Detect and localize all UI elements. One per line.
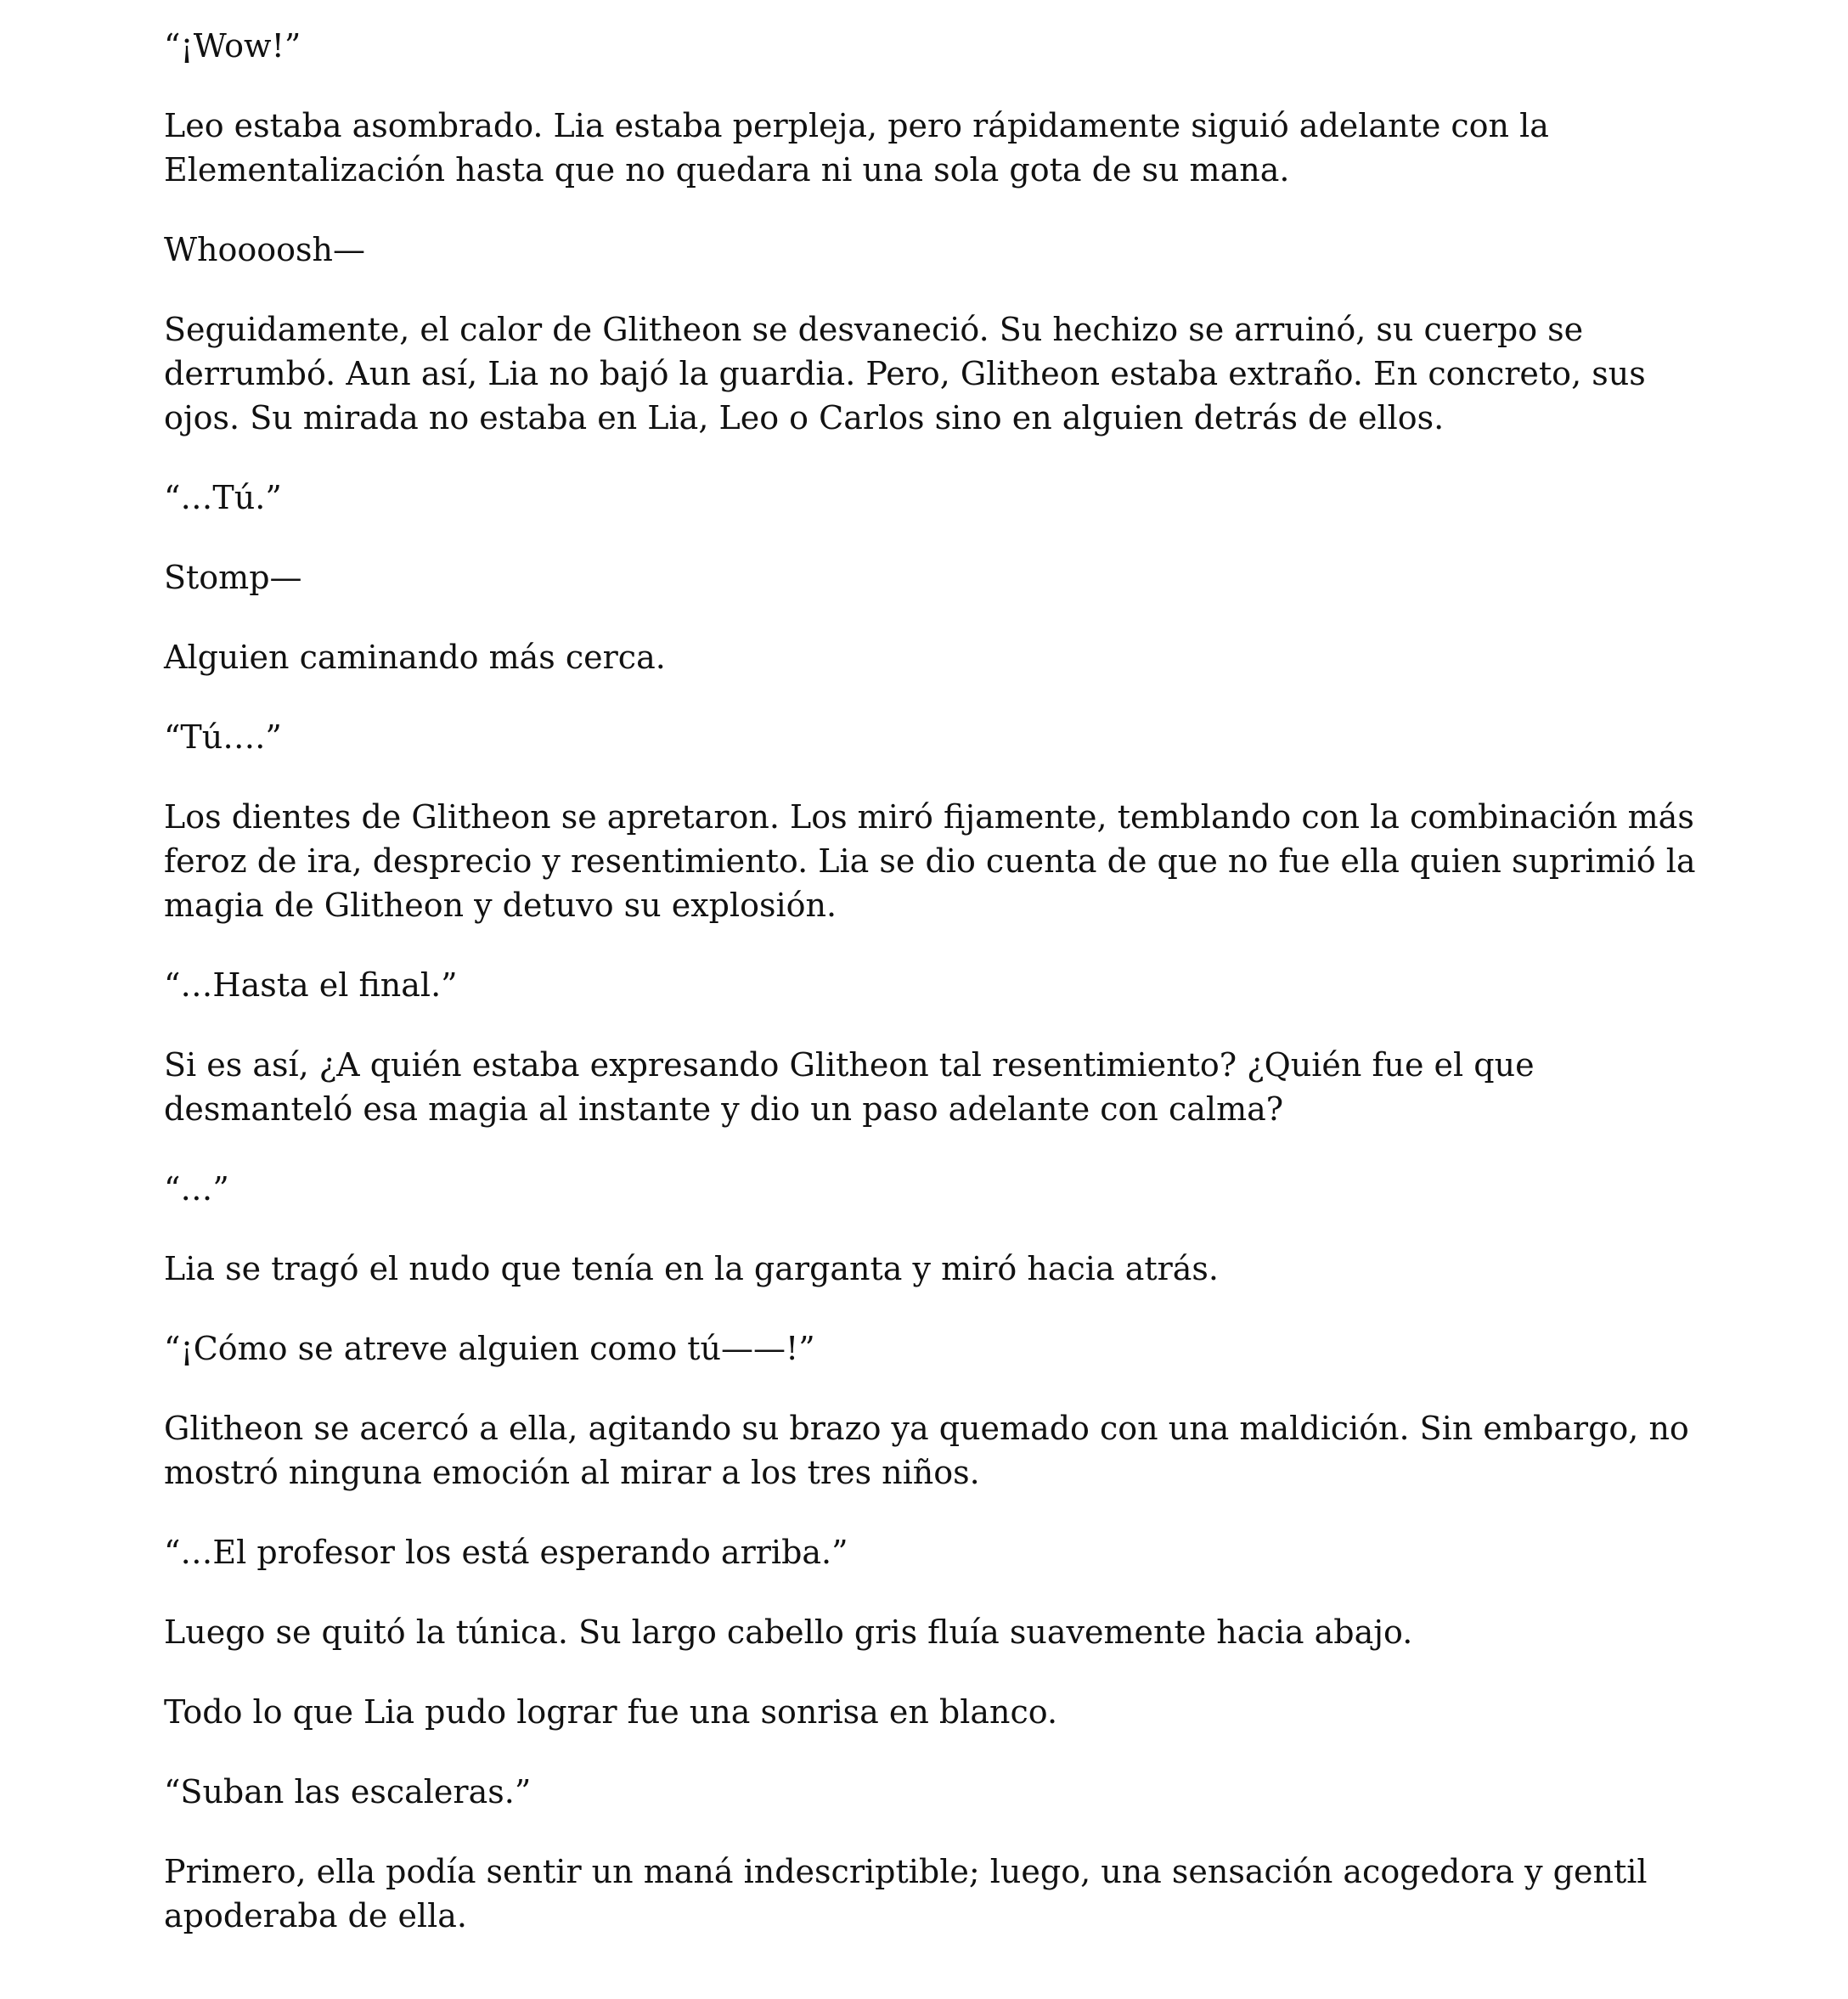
paragraph: “…El profesor los está esperando arriba.” (164, 1534, 848, 1571)
paragraph: Leo estaba asombrado. Lia estaba perpleja, pero rápidamente siguió adelante con la Elementalización hasta que no quedara ni una sola gota de su mana. (164, 107, 1549, 189)
paragraph: “Tú….” (164, 718, 282, 756)
paragraph: Glitheon se acercó a ella, agitando su brazo ya quemado con una maldición. Sin embargo, no mostró ninguna emoción al mirar a los tres niños. (164, 1410, 1689, 1491)
paragraph: “¡Cómo se atreve alguien como tú——!” (164, 1330, 815, 1367)
paragraph: Stomp— (164, 559, 302, 596)
paragraph: Primero, ella podía sentir un maná indescriptible; luego, una sensación acogedora y gentil apoderaba de ella. (164, 1853, 1648, 1934)
paragraph: Luego se quitó la túnica. Su largo cabello gris fluía suavemente hacia abajo. (164, 1613, 1413, 1651)
paragraph: “…Hasta el final.” (164, 966, 458, 1004)
paragraph: Lia se tragó el nudo que tenía en la garganta y miró hacia atrás. (164, 1250, 1220, 1287)
paragraph: Alguien caminando más cerca. (164, 639, 666, 676)
paragraph: Seguidamente, el calor de Glitheon se desvaneció. Su hechizo se arruinó, su cuerpo se derrumbó. Aun así, Lia no bajó la guardia. Pero, Glitheon estaba extraño. En concreto, sus ojos. Su mirada no estaba en Lia, Leo o Carlos sino en alguien detrás de ellos. (164, 311, 1646, 436)
paragraph: “…” (164, 1170, 229, 1208)
paragraph: “Suban las escaleras.” (164, 1773, 532, 1810)
paragraph: Si es así, ¿A quién estaba expresando Glitheon tal resentimiento? ¿Quién fue el que desmanteló esa magia al instante y dio un paso adelante con calma? (164, 1046, 1535, 1128)
paragraph: Todo lo que Lia pudo lograr fue una sonrisa en blanco. (164, 1693, 1058, 1731)
paragraph: “¡Wow!” (164, 27, 301, 65)
paragraph: Whoooosh— (164, 231, 366, 268)
paragraph: Los dientes de Glitheon se apretaron. Los miró fijamente, temblando con la combinación más feroz de ira, desprecio y resentimiento. Lia se dio cuenta de que no fue ella quien suprimió la magia de Glitheon y detuvo su explosión. (164, 798, 1696, 924)
document-page (164, 24, 1710, 1974)
paragraph: “…Tú.” (164, 479, 282, 516)
